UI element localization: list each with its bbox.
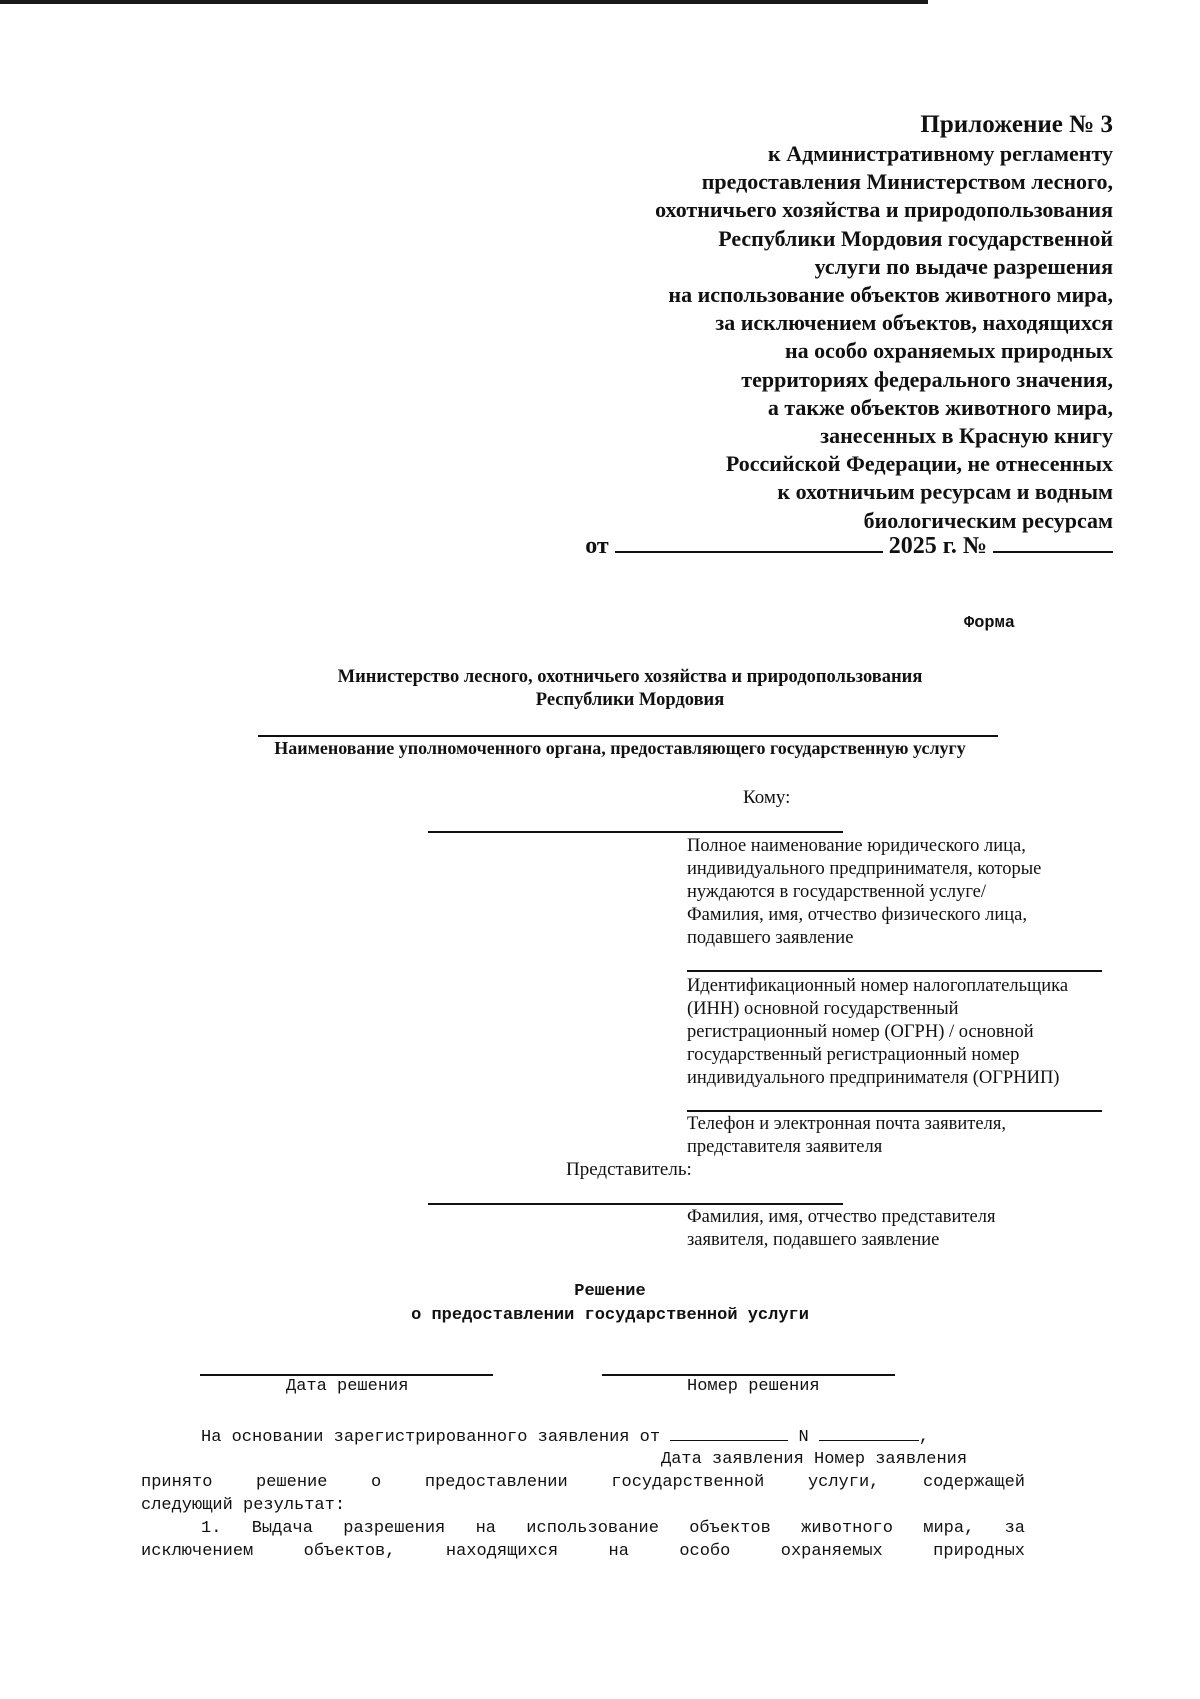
form-label: Форма [964,614,1016,633]
appendix-line: к Административному регламенту [768,141,1113,166]
ministry-name [230,666,1030,712]
comma: , [918,1428,930,1447]
contact-caption [687,1113,1117,1159]
representative-field-line[interactable] [428,1203,843,1205]
appendix-line: предоставления Министерством лесного, [701,169,1113,195]
inn-caption [687,975,1117,1090]
decision-date-caption: Дата решения [286,1377,409,1396]
caption-line: Фамилия, имя, отчество представителя [687,1207,996,1227]
appendix-line: за исключением объектов, находящихся [715,310,1113,336]
appendix-line: занесенных в Красную книгу [820,423,1113,449]
caption-line: Полное наименование юридического лица, [687,836,1026,856]
appendix-line: биологическим ресурсам [863,507,1113,533]
caption-line: заявителя, подавшего заявление [687,1230,940,1250]
date-prefix: от [585,533,609,559]
appendix-line: охотничьего хозяйства и природопользования [655,197,1113,223]
inn-field-line[interactable] [687,970,1102,972]
caption-line: подавшего заявление [687,928,854,948]
date-blank[interactable] [615,531,883,553]
appendix-line: Республики Мордовия государственной [718,225,1113,251]
representative-label: Представитель: [566,1159,692,1180]
appendix-header [393,110,1113,535]
appendix-line: на особо охраняемых природных [784,338,1113,364]
contact-field-line[interactable] [687,1110,1102,1112]
decision-subtitle: о предоставлении государственной услуги [411,1306,809,1325]
appendix-line: услуги по выдаче разрешения [814,253,1113,279]
caption-line: индивидуального предпринимателя (ОГРНИП) [687,1068,1060,1088]
application-date-blank[interactable] [670,1425,788,1441]
caption-line: индивидуального предпринимателя, которые [687,859,1042,879]
appendix-line: а также объектов животного мира, [767,394,1113,420]
n-label: N [798,1428,809,1447]
caption-line: Фамилия, имя, отчество физического лица, [687,905,1027,925]
representative-caption [687,1206,1117,1252]
decision-number-caption: Номер решения [687,1377,820,1396]
caption-line: Телефон и электронная почта заявителя, [687,1114,1006,1134]
caption-line: государственный регистрационный номер [687,1045,1020,1065]
appendix-line: Российской Федерации, не отнесенных [725,451,1113,477]
application-sub-captions: Дата заявления Номер заявления [661,1450,968,1469]
year-label: 2025 г. № [888,533,987,559]
appendix-date-line [585,531,1113,561]
application-number-blank[interactable] [819,1425,919,1441]
appendix-line: территориях федерального значения, [741,366,1113,392]
number-blank[interactable] [993,531,1113,553]
decision-heading [300,1280,920,1328]
body-line: 1. Выдача разрешения на использование объектов животного мира, за [201,1519,1025,1538]
recipient-field-line[interactable] [428,831,843,833]
scan-edge [0,0,928,4]
caption-line: Идентификационный номер налогоплательщика [687,976,1069,996]
ministry-line2: Республики Мордовия [535,690,725,710]
authority-caption: Наименование уполномоченного органа, предоставляющего государственную услугу [274,738,966,758]
appendix-line: к охотничьим ресурсам и водным [777,479,1113,505]
caption-line: (ИНН) основной государственный [687,999,959,1019]
caption-line: представителя заявителя [687,1137,883,1157]
appendix-line: на использование объектов животного мира, [668,282,1113,308]
ministry-line1: Министерство лесного, охотничьего хозяйства и природопользования [337,667,923,687]
caption-line: регистрационный номер (ОГРН) / основной [687,1022,1034,1042]
decision-title: Решение [574,1282,646,1301]
body-line: следующий результат: [141,1496,346,1515]
caption-line: нуждаются в государственной услуге/ [687,882,987,902]
to-label: Кому: [743,787,791,808]
recipient-name-caption [687,835,1117,950]
body-line: принято решение о предоставлении государственной услуги, содержащей [141,1473,1025,1492]
basis-text: На основании зарегистрированного заявления от [201,1428,661,1447]
appendix-title: Приложение № 3 [920,111,1113,138]
body-line: исключением объектов, находящихся на особо охраняемых природных [141,1542,1025,1561]
authority-underline [258,735,998,737]
basis-line [201,1425,929,1449]
